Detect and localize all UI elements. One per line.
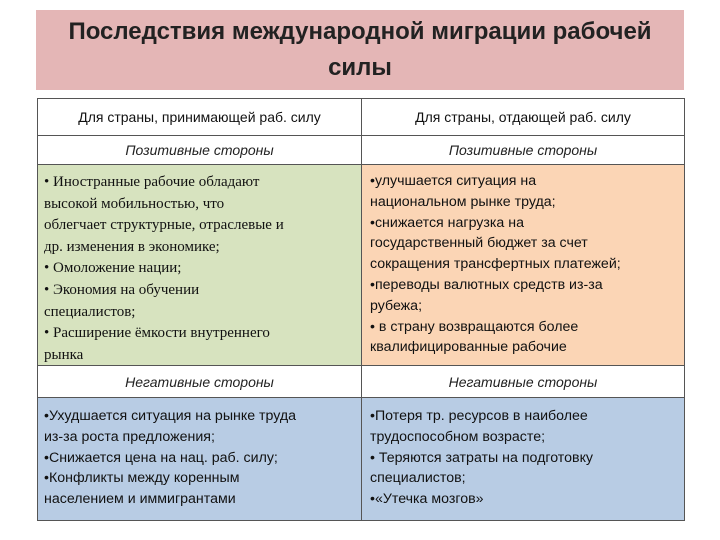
list-item: • Расширение ёмкости внутреннего [44, 325, 270, 342]
list-item: из-за роста предложения; [44, 428, 215, 445]
negative-receiving-cell [38, 398, 361, 520]
negative-receiving-list [44, 406, 355, 510]
negative-label-sending: Негативные стороны [448, 373, 598, 390]
header-sending-country: Для страны, отдающей раб. силу [415, 109, 631, 125]
positive-label-sending: Позитивные стороны [448, 142, 598, 158]
negative-sending-cell [362, 398, 684, 520]
list-item: •Ухудшается ситуация на рынке труда [44, 408, 297, 424]
list-item: •Снижается цена на нац. раб. силу; [44, 449, 278, 466]
list-item: трудоспособном возрасте; [370, 428, 546, 445]
list-item: •улучшается ситуация на [370, 173, 537, 189]
list-item: •«Утечка мозгов» [370, 491, 484, 508]
list-item: • в страну возвращаются более [370, 318, 579, 335]
negative-sending-list [370, 406, 678, 510]
list-item: рынка [44, 346, 84, 363]
list-item: •переводы валютных средств из-за [370, 276, 603, 293]
positive-label-receiving: Позитивные стороны [125, 142, 274, 158]
positive-receiving-list [44, 172, 355, 365]
positive-receiving-cell [38, 165, 361, 365]
list-item: государственный бюджет за счет [370, 235, 588, 252]
list-item: др. изменения в экономике; [44, 238, 220, 255]
header-receiving-country: Для страны, принимающей раб. силу [78, 109, 321, 125]
list-item: облегчает структурные, отраслевые и [44, 217, 284, 234]
positive-sending-cell [362, 165, 684, 365]
list-item: • Иностранные рабочие обладают [44, 174, 260, 190]
list-item: •Потеря тр. ресурсов в наиболее [370, 408, 588, 424]
positive-sending-list [370, 171, 678, 358]
list-item: высокой мобильностью, что [44, 195, 225, 212]
table-divider [361, 99, 362, 520]
slide-title-line-1: Последствия международной миграции рабочей [68, 18, 652, 45]
list-item: • Омоложение нации; [44, 260, 182, 277]
list-item: сокращения трансфертных платежей; [370, 256, 621, 273]
list-item: населением и иммигрантами [44, 491, 236, 508]
list-item: национальном рынке труда; [370, 193, 556, 210]
slide-title [36, 10, 684, 90]
list-item: специалистов; [44, 303, 136, 320]
list-item: •снижается нагрузка на [370, 214, 524, 231]
list-item: рубежа; [370, 297, 423, 314]
list-item: квалифицированные рабочие [370, 339, 567, 356]
list-item: специалистов; [370, 470, 466, 487]
list-item: • Теряются затраты на подготовку [370, 449, 594, 466]
list-item: •Конфликты между коренным [44, 470, 240, 487]
list-item: • Экономия на обучении [44, 281, 200, 298]
negative-label-receiving: Негативные стороны [125, 373, 274, 390]
migration-consequences-table [37, 98, 685, 521]
slide-title-line-2: силы [328, 54, 392, 81]
